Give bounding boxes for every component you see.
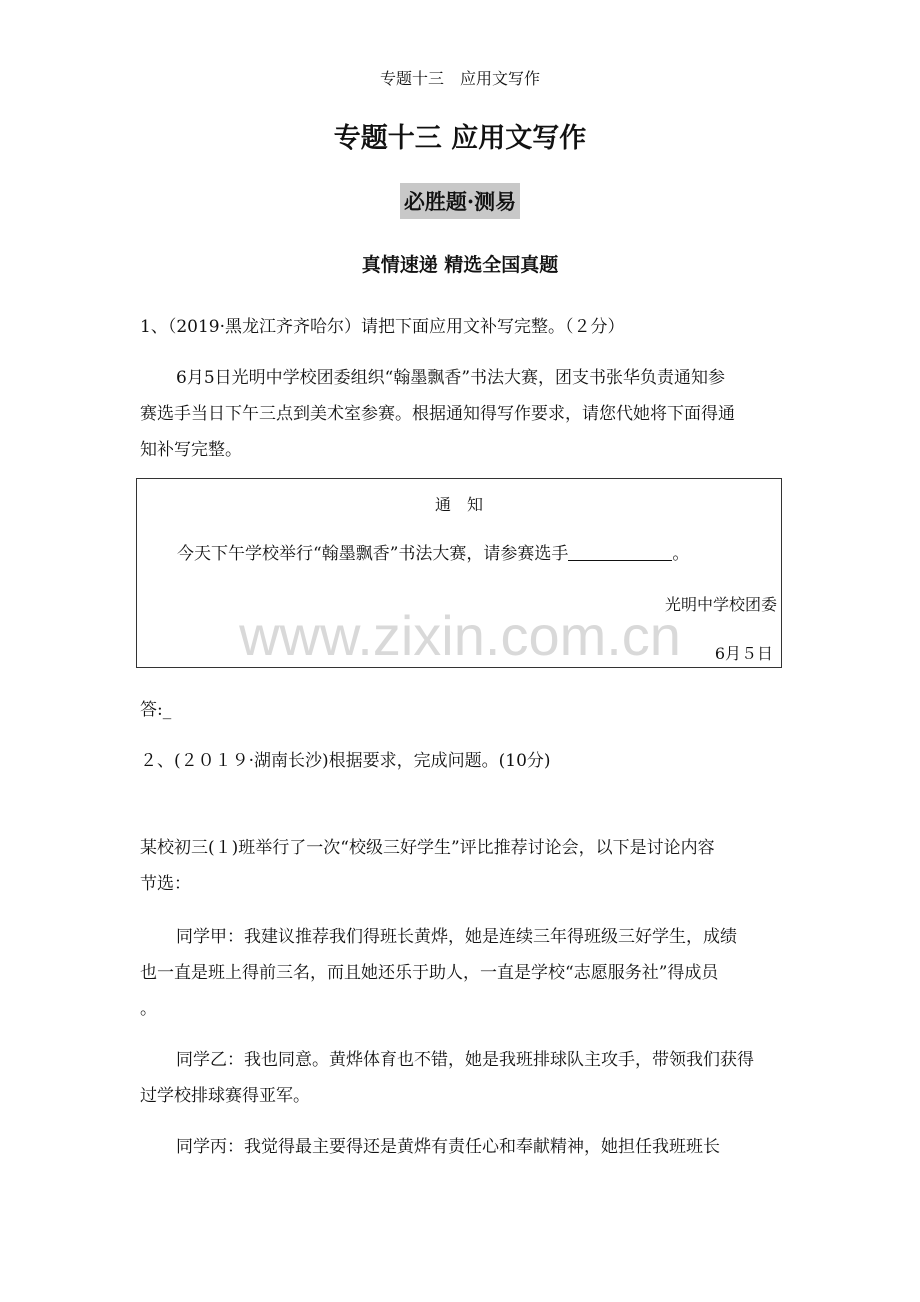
q1-paragraph-line: 6月5日光明中学校团委组织“翰墨飘香”书法大赛，团支书张华负责通知参 [176, 368, 726, 388]
speaker-b-line: 过学校排球赛得亚军。 [140, 1086, 310, 1106]
notice-title: 通 知 [434, 495, 483, 514]
speaker-b-line: 同学乙：我也同意。黄烨体育也不错，她是我班排球队主攻手，带领我们获得 [176, 1050, 754, 1070]
speaker-a-line: 也一直是班上得前三名，而且她还乐于助人，一直是学校“志愿服务社”得成员 [140, 963, 719, 983]
notice-organization: 光明中学校团委 [664, 595, 777, 614]
q2-intro-line: 某校初三(１)班举行了一次“校级三好学生”评比推荐讨论会，以下是讨论内容 [140, 838, 715, 858]
q1-answer: 答:_ [140, 700, 172, 720]
speaker-c-line: 同学丙：我觉得最主要得还是黄烨有责任心和奉献精神，她担任我班班长 [176, 1137, 720, 1157]
notice-date: 6月５日 [714, 644, 773, 663]
speaker-a-line: 同学甲：我建议推荐我们得班长黄烨，她是连续三年得班级三好学生，成绩 [176, 927, 737, 947]
watermark: www.zixin.com.cn [239, 604, 681, 667]
notice-body-end: 。 [672, 544, 690, 564]
q2-intro-line: 节选： [140, 874, 191, 894]
page-title: 专题十三 应用文写作 [333, 123, 587, 154]
notice-body-text: 今天下午学校举行“翰墨飘香”书法大赛，请参赛选手 [177, 544, 569, 564]
q1-paragraph-line: 知补写完整。 [140, 440, 242, 460]
q1-paragraph-line: 赛选手当日下午三点到美术室参赛。根据通知得写作要求，请您代她将下面得通 [140, 404, 735, 424]
section-badge: 必胜题·测易 [400, 183, 520, 219]
speaker-a-line: 。 [140, 999, 157, 1019]
page-header: 专题十三 应用文写作 [379, 69, 540, 88]
q1-heading: 1、（2019·黑龙江齐齐哈尔）请把下面应用文补写完整。（２分） [140, 317, 625, 337]
section-badge-wrap [0, 183, 920, 219]
fill-in-blank[interactable] [568, 544, 672, 561]
section-subtitle: 真情速递 精选全国真题 [361, 254, 559, 276]
q2-heading: ２、(２０１９·湖南长沙)根据要求，完成问题。(10分) [140, 751, 551, 771]
notice-body [177, 539, 689, 564]
